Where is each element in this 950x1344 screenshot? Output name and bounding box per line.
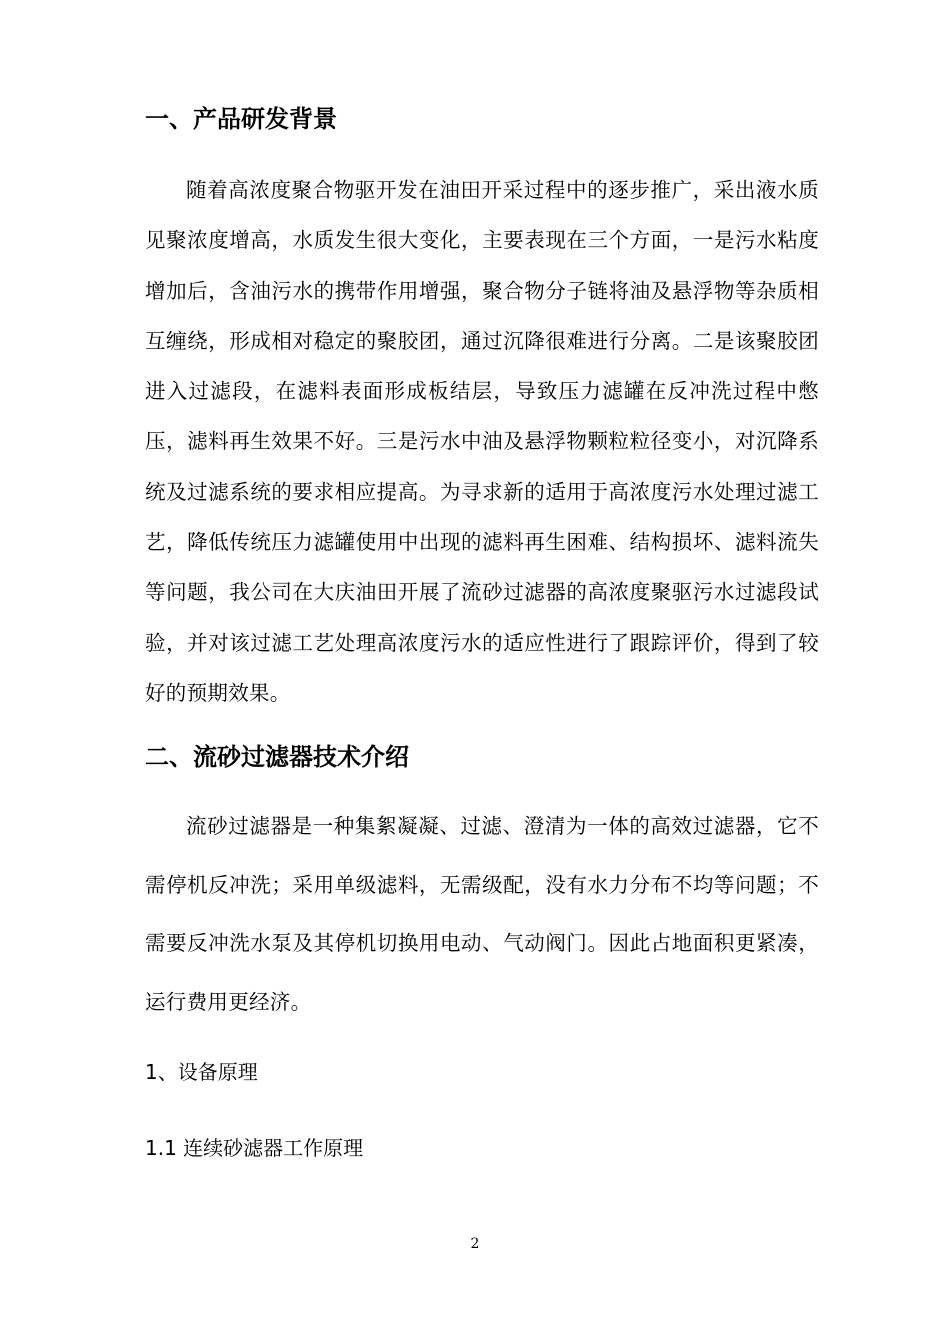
subsection-heading-equipment-principle: 1、设备原理 xyxy=(145,1060,258,1084)
technology-paragraph: 流砂过滤器是一种集絮凝凝、过滤、澄清为一体的高效过滤器，它不需停机反冲洗；采用单级滤料，无需级配，没有水力分布不均等问题；不需要反冲洗水泵及其停机切换用电动、气动阀门。因此占地面积更紧凑，运行费用更经济。 xyxy=(145,814,819,1014)
subsection-heading-sand-filter-principle: 1.1 连续砂滤器工作原理 xyxy=(145,1136,364,1160)
background-paragraph: 随着高浓度聚合物驱开发在油田开采过程中的逐步推广，采出液水质见聚浓度增高，水质发生很大变化，主要表现在三个方面，一是污水粘度增加后，含油污水的携带作用增强，聚合物分子链将油及悬浮物等杂质相互缠绕，形成相对稳定的聚胶团，通过沉降很难进行分离。二是该聚胶团进入过滤段，在滤料表面形成板结层，导致压力滤罐在反冲洗过程中憋压，滤料再生效果不好。三是污水中油及悬浮物颗粒粒径变小，对沉降系统及过滤系统的要求相应提高。为寻求新的适用于高浓度污水处理过滤工艺，降低传统压力滤罐使用中出现的滤料再生困难、结构损坏、滤料流失等问题，我公司在大庆油田开展了流砂过滤器的高浓度聚驱污水过滤段试验，并对该过滤工艺处理高浓度污水的适应性进行了跟踪评价，得到了较好的预期效果。 xyxy=(145,178,819,705)
page-number: 2 xyxy=(470,1236,480,1252)
section-heading-background: 一、产品研发背景 xyxy=(145,104,337,133)
section-heading-technology: 二、流砂过滤器技术介绍 xyxy=(145,742,409,771)
